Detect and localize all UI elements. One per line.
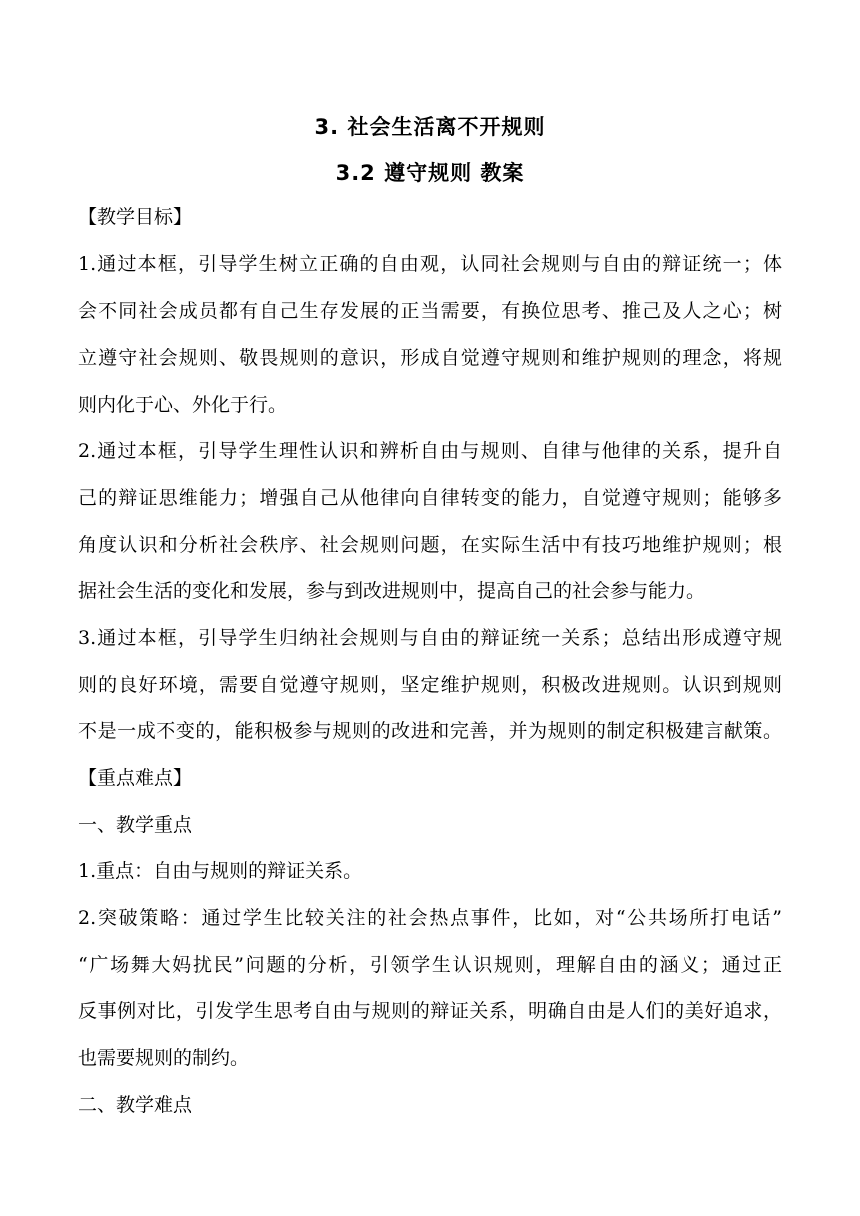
chapter-title: 3. 社会生活离不开规则 (314, 115, 546, 139)
paragraph-line: 1.通过本框，引导学生树立正确的自由观，认同社会规则与自由的辩证统一；体 (78, 253, 782, 275)
subheading-teaching-focus: 一、教学重点 (78, 814, 193, 836)
paragraph-line: 会不同社会成员都有自己生存发展的正当需要，有换位思考、推己及人之心；树 (78, 300, 782, 322)
paragraph-line: 据社会生活的变化和发展，参与到改进规则中，提高自己的社会参与能力。 (78, 580, 706, 602)
paragraph-line: 也需要规则的制约。 (78, 1047, 250, 1069)
lesson-title: 3.2 遵守规则 教案 (335, 161, 525, 185)
paragraph-line: 角度认识和分析社会秩序、社会规则问题，在实际生活中有技巧地维护规则；根 (78, 534, 782, 556)
paragraph-line: 1.重点：自由与规则的辩证关系。 (78, 860, 363, 882)
paragraph-line: 则的良好环境，需要自觉遵守规则，坚定维护规则，积极改进规则。认识到规则 (78, 674, 782, 696)
paragraph-line: “广场舞大妈扰民”问题的分析，引领学生认识规则，理解自由的涵义；通过正 (78, 954, 782, 976)
heading-teaching-objectives: 【教学目标】 (78, 206, 193, 228)
paragraph-line: 2.突破策略：通过学生比较关注的社会热点事件，比如，对“公共场所打电话” (78, 907, 782, 929)
paragraph-line: 3.通过本框，引导学生归纳社会规则与自由的辩证统一关系；总结出形成遵守规 (78, 627, 782, 649)
paragraph-line: 2.通过本框，引导学生理性认识和辨析自由与规则、自律与他律的关系，提升自 (78, 440, 782, 462)
paragraph-line: 己的辩证思维能力；增强自己从他律向自律转变的能力，自觉遵守规则；能够多 (78, 487, 782, 509)
heading-key-difficulties: 【重点难点】 (78, 767, 193, 789)
subheading-teaching-difficulty: 二、教学难点 (78, 1094, 193, 1116)
paragraph-line: 反事例对比，引发学生思考自由与规则的辩证关系，明确自由是人们的美好追求， (78, 1000, 782, 1022)
paragraph-line: 立遵守社会规则、敬畏规则的意识，形成自觉遵守规则和维护规则的理念，将规 (78, 347, 782, 369)
paragraph-line: 则内化于心、外化于行。 (78, 394, 288, 416)
paragraph-line: 不是一成不变的，能积极参与规则的改进和完善，并为规则的制定积极建言献策。 (78, 720, 782, 742)
